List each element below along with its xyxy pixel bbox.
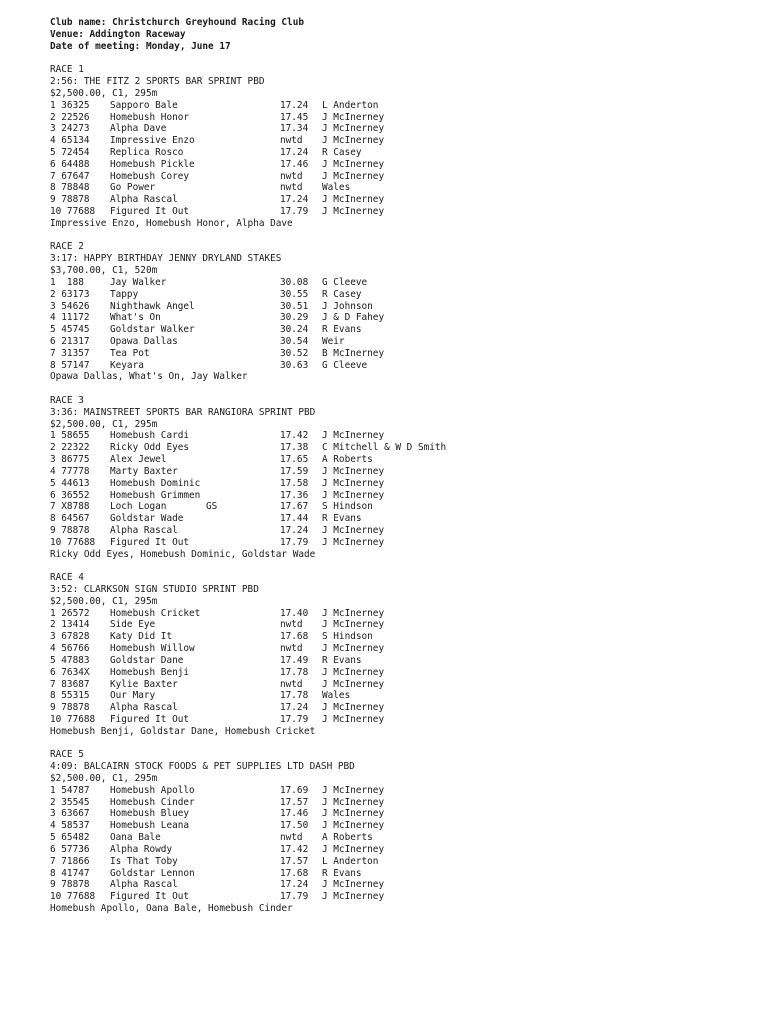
runner-name: Homebush Benji [110,666,190,678]
runner-name: Impressive Enzo [110,135,195,147]
venue: Venue: Addington Raceway [50,28,186,40]
runner-number: 2 63173 [50,288,90,300]
runner-name: Homebush Cinder [110,796,195,808]
runner-row [50,879,446,891]
runner-time: 17.24 [280,194,309,206]
runner-row [50,525,446,537]
runner-trainer: Wales [322,690,351,702]
runner-row [50,608,446,620]
runner-trainer: J McInerney [322,123,385,135]
runner-name: Nighthawk Angel [110,300,195,312]
runner-row [50,490,446,502]
runner-row [50,655,446,667]
runner-number: 4 58537 [50,820,90,832]
runner-time: 17.34 [280,123,309,135]
runner-trainer: J McInerney [322,536,385,548]
runner-time: 17.68 [280,631,309,643]
runner-number: 8 55315 [50,690,90,702]
runner-trainer: S Hindson [322,631,373,643]
runner-trainer: A Roberts [322,832,373,844]
runner-row [50,442,446,454]
runner-row [50,537,446,549]
runner-number: 5 45745 [50,324,90,336]
runner-row [50,856,446,868]
runner-time: 17.45 [280,111,309,123]
runner-name: What's On [110,312,161,324]
runner-row [50,360,446,372]
runner-number: 8 64567 [50,513,90,525]
runner-trainer: J McInerney [322,430,385,442]
runner-name: Figured It Out [110,713,190,725]
runner-number: 4 65134 [50,135,90,147]
runner-number: 3 67828 [50,631,90,643]
runner-time: nwtd [280,182,303,194]
spacer [50,383,446,395]
runner-trainer: B McInerney [322,347,385,359]
runner-number: 6 21317 [50,335,90,347]
runner-name: Katy Did It [110,631,173,643]
runner-name: Alex Jewel [110,454,167,466]
runner-row [50,702,446,714]
race-list [50,64,446,915]
runner-number: 3 63667 [50,808,90,820]
runner-number: 10 77688 [50,536,96,548]
runner-name: Alpha Rascal [110,879,178,891]
runner-trainer: A Roberts [322,454,373,466]
runner-number: 5 47883 [50,654,90,666]
runner-number: 3 54626 [50,300,90,312]
runner-time: 17.78 [280,690,309,702]
spacer [50,560,446,572]
runner-row [50,348,446,360]
runner-time: nwtd [280,135,303,147]
club-name: Club name: Christchurch Greyhound Racing Club [50,17,304,28]
runner-time: 17.24 [280,879,309,891]
runner-trainer: J McInerney [322,666,385,678]
runner-number: 5 65482 [50,832,90,844]
runner-name: Keyara [110,359,144,371]
runner-row [50,289,446,301]
runner-time: 17.69 [280,784,309,796]
runner-number: 10 77688 [50,206,96,217]
runner-time: 17.24 [280,146,309,158]
runner-name: Loch Logan GS [110,501,218,513]
runner-name: Alpha Rascal [110,524,178,536]
race-title: 3:17: HAPPY BIRTHDAY JENNY DRYLAND STAKES [50,253,282,265]
runner-row [50,112,446,124]
runner-time: 17.65 [280,454,309,466]
runner-number: 3 24273 [50,123,90,135]
race-label: RACE 5 [50,749,84,761]
runner-trainer: S Hindson [322,501,373,513]
runner-row [50,679,446,691]
runner-name: Goldstar Wade [110,513,184,525]
runner-number: 1 188 [50,276,84,288]
race-info: $2,500.00, C1, 295m [50,87,158,99]
runner-trainer: J McInerney [322,489,385,501]
runner-name: Jay Walker [110,276,167,288]
runner-trainer: R Evans [322,513,362,525]
runner-time: 17.49 [280,654,309,666]
runner-name: Marty Baxter [110,465,178,477]
runner-name: Kylie Baxter [110,678,178,690]
runner-row [50,182,446,194]
runner-row [50,277,446,289]
runner-name: Goldstar Dane [110,654,184,666]
runner-name: Sapporo Bale [110,99,178,111]
runner-name: Homebush Honor [110,111,190,123]
runner-trainer: J McInerney [322,891,385,903]
runner-name: Figured It Out [110,891,190,903]
race-block [50,241,446,395]
runner-trainer: Wales [322,182,351,194]
runner-number: 6 64488 [50,158,90,170]
runner-number: 2 22526 [50,111,90,123]
spacer [50,52,446,64]
spacer [50,230,446,242]
runner-trainer: J McInerney [322,713,385,725]
runner-time: 17.36 [280,489,309,501]
race-block [50,572,446,749]
runner-name: Homebush Apollo [110,784,195,796]
runner-number: 4 11172 [50,312,90,324]
runner-row [50,454,446,466]
runner-trainer: J McInerney [322,879,385,891]
race-label: RACE 2 [50,241,84,253]
runner-name: Ricky Odd Eyes [110,442,190,454]
runner-row [50,430,446,442]
runner-name: Homebush Corey [110,170,190,182]
runner-name: Opawa Dallas [110,335,178,347]
runner-row [50,123,446,135]
runner-row [50,135,446,147]
runner-number: 10 77688 [50,891,96,903]
runner-time: 17.46 [280,808,309,820]
race-info: $2,500.00, C1, 295m [50,418,158,430]
runner-time: 17.57 [280,855,309,867]
runner-time: 30.52 [280,347,309,359]
runner-row [50,466,446,478]
runner-number: 4 77778 [50,465,90,477]
runner-number: 10 77688 [50,713,96,725]
runner-number: 2 35545 [50,796,90,808]
runner-number: 7 71866 [50,855,90,867]
runner-time: nwtd [280,619,303,631]
runner-time: 17.40 [280,607,309,619]
race-info: $2,500.00, C1, 295m [50,595,158,607]
runner-number: 6 7634X [50,666,90,678]
runner-number: 2 13414 [50,619,90,631]
runner-row [50,868,446,880]
runner-row [50,501,446,513]
race-label: RACE 4 [50,572,84,584]
race-info: $2,500.00, C1, 295m [50,773,158,784]
runner-row [50,171,446,183]
runner-row [50,159,446,171]
runner-row [50,714,446,726]
runner-time: 17.78 [280,666,309,678]
runner-trainer: R Casey [322,288,362,300]
runner-trainer: R Casey [322,146,362,158]
runner-time: nwtd [280,678,303,690]
runner-number: 1 54787 [50,784,90,796]
race-block [50,64,446,241]
runner-time: 17.79 [280,536,309,548]
runner-time: 30.08 [280,276,309,288]
runner-time: 17.44 [280,513,309,525]
runner-time: 17.38 [280,442,309,454]
runner-trainer: J McInerney [322,619,385,631]
runner-time: 17.79 [280,891,309,903]
runner-trainer: L Anderton [322,99,379,111]
runner-trainer: J McInerney [322,678,385,690]
runner-trainer: G Cleeve [322,276,368,288]
race-info: $3,700.00, C1, 520m [50,265,158,277]
runner-number: 9 78878 [50,524,90,536]
spacer [50,738,446,750]
race-label: RACE 3 [50,395,84,406]
runner-time: 30.54 [280,335,309,347]
runner-row [50,844,446,856]
runner-trainer: G Cleeve [322,359,368,371]
runner-trainer: J McInerney [322,808,385,820]
runner-trainer: J McInerney [322,524,385,536]
runner-name: Goldstar Walker [110,324,195,336]
race-block [50,749,446,914]
runner-row [50,820,446,832]
runner-time: 30.29 [280,312,309,324]
runner-trainer: J & D Fahey [322,312,385,324]
race-title: 4:09: BALCAIRN STOCK FOODS & PET SUPPLIES LTD DASH PBD [50,761,355,773]
runner-trainer: R Evans [322,867,362,879]
runner-time: 30.55 [280,288,309,300]
runner-name: Our Mary [110,690,156,702]
race-title: 3:52: CLARKSON SIGN STUDIO SPRINT PBD [50,584,259,595]
runner-time: nwtd [280,643,303,655]
runner-trainer: J McInerney [322,643,385,655]
runner-name: Homebush Grimmen [110,489,201,501]
runner-time: 17.42 [280,430,309,442]
race-block [50,395,446,572]
runner-number: 2 22322 [50,442,90,454]
runner-time: 30.63 [280,359,309,371]
runner-name: Homebush Willow [110,643,195,655]
runner-trainer: J McInerney [322,158,385,170]
runner-row [50,324,446,336]
runner-number: 8 41747 [50,867,90,879]
runner-number: 6 57736 [50,843,90,855]
runner-name: Go Power [110,182,156,194]
race-tips: Opawa Dallas, What's On, Jay Walker [50,371,248,383]
runner-time: 17.68 [280,867,309,879]
runner-row [50,690,446,702]
runner-name: Figured It Out [110,206,190,217]
runner-number: 9 78878 [50,702,90,714]
runner-number: 6 36552 [50,489,90,501]
runner-name: Alpha Rascal [110,702,178,714]
runner-name: Homebush Bluey [110,808,190,820]
runner-row [50,808,446,820]
runner-name: Goldstar Lennon [110,867,195,879]
runner-time: 17.24 [280,524,309,536]
runner-trainer: J McInerney [322,111,385,123]
runner-trainer: J McInerney [322,843,385,855]
runner-trainer: J McInerney [322,702,385,714]
race-tips: Homebush Apollo, Oana Bale, Homebush Cinder [50,902,293,914]
runner-time: 17.58 [280,477,309,489]
runner-row [50,643,446,655]
runner-row [50,336,446,348]
runner-trainer: J McInerney [322,135,385,147]
runner-trainer: J McInerney [322,465,385,477]
race-tips: Impressive Enzo, Homebush Honor, Alpha Dave [50,217,293,229]
runner-number: 1 36325 [50,99,90,111]
race-card-document [50,17,446,915]
runner-number: 7 67647 [50,170,90,182]
runner-trainer: J McInerney [322,206,385,217]
runner-time: nwtd [280,832,303,844]
runner-row [50,832,446,844]
runner-name: Homebush Pickle [110,158,195,170]
runner-trainer: J McInerney [322,784,385,796]
runner-name: Tea Pot [110,347,150,359]
runner-row [50,312,446,324]
runner-number: 8 78848 [50,182,90,194]
runner-name: Tappy [110,288,139,300]
runner-time: 17.50 [280,820,309,832]
runner-row [50,797,446,809]
runner-name: Alpha Dave [110,123,167,135]
runner-trainer: R Evans [322,654,362,666]
runner-row [50,513,446,525]
runner-number: 7 X8788 [50,501,90,513]
runner-row [50,100,446,112]
runner-row [50,206,446,218]
runner-number: 1 26572 [50,607,90,619]
runner-name: Homebush Leana [110,820,190,832]
runner-trainer: R Evans [322,324,362,336]
runner-time: 17.67 [280,501,309,513]
runner-trainer: J McInerney [322,607,385,619]
runner-number: 5 72454 [50,146,90,158]
runner-time: 30.51 [280,300,309,312]
race-tips: Ricky Odd Eyes, Homebush Dominic, Goldstar Wade [50,548,316,560]
runner-time: 17.24 [280,702,309,714]
runner-name: Side Eye [110,619,156,631]
runner-name: Oana Bale [110,832,161,844]
runner-time: 17.79 [280,206,309,217]
runner-name: Figured It Out [110,536,190,548]
runner-row [50,631,446,643]
runner-trainer: Weir [322,335,345,347]
race-label: RACE 1 [50,64,84,76]
runner-trainer: J McInerney [322,170,385,182]
meeting-date: Date of meeting: Monday, June 17 [50,40,231,52]
runner-time: nwtd [280,170,303,182]
runner-name: Homebush Dominic [110,477,201,489]
runner-row [50,301,446,313]
runner-name: Homebush Cricket [110,607,201,619]
runner-time: 17.24 [280,99,309,111]
runner-time: 30.24 [280,324,309,336]
runner-name: Replica Rosco [110,146,184,158]
runner-trainer: L Anderton [322,855,379,867]
runner-row [50,147,446,159]
runner-row [50,785,446,797]
runner-time: 17.79 [280,713,309,725]
runner-row [50,194,446,206]
runner-number: 3 86775 [50,454,90,466]
runner-row [50,667,446,679]
runner-name: Is That Toby [110,855,178,867]
race-tips: Homebush Benji, Goldstar Dane, Homebush Cricket [50,725,316,737]
runner-row [50,478,446,490]
runner-time: 17.42 [280,843,309,855]
runner-trainer: J McInerney [322,194,385,206]
runner-time: 17.57 [280,796,309,808]
runner-number: 9 78878 [50,879,90,891]
race-title: 2:56: THE FITZ 2 SPORTS BAR SPRINT PBD [50,76,265,88]
runner-time: 17.46 [280,158,309,170]
race-title: 3:36: MAINSTREET SPORTS BAR RANGIORA SPRINT PBD [50,406,316,418]
runner-number: 8 57147 [50,359,90,371]
runner-trainer: C Mitchell & W D Smith [322,442,447,454]
runner-trainer: J McInerney [322,820,385,832]
runner-trainer: J McInerney [322,796,385,808]
runner-row [50,619,446,631]
runner-number: 9 78878 [50,194,90,206]
runner-time: 17.59 [280,465,309,477]
runner-number: 7 31357 [50,347,90,359]
runner-name: Homebush Cardi [110,430,190,442]
runner-number: 5 44613 [50,477,90,489]
runner-trainer: J McInerney [322,477,385,489]
runner-row [50,891,446,903]
runner-name: Alpha Rascal [110,194,178,206]
runner-number: 1 58655 [50,430,90,442]
runner-name: Alpha Rowdy [110,843,173,855]
runner-number: 4 56766 [50,643,90,655]
runner-trainer: J Johnson [322,300,373,312]
runner-number: 7 83687 [50,678,90,690]
